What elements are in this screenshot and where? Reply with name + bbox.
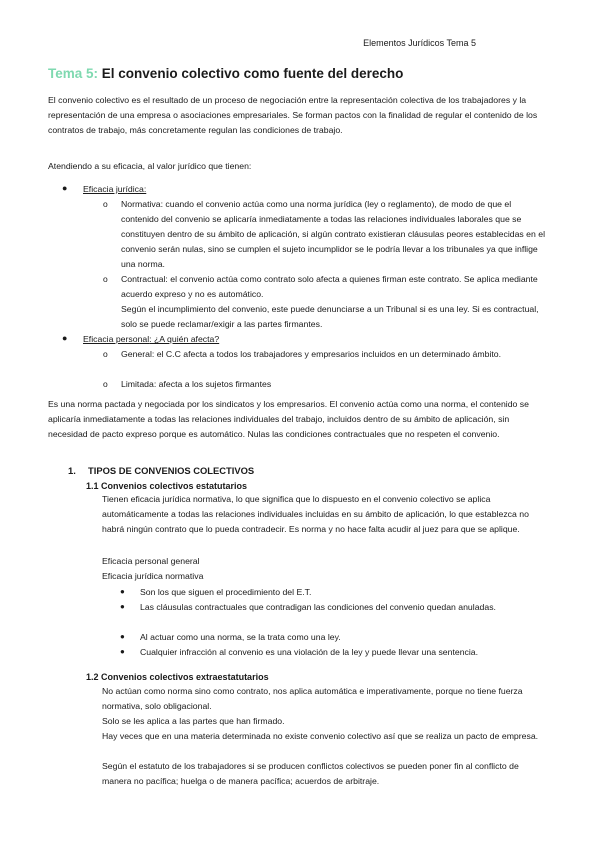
circle-marker: o [103,274,108,284]
bullet-dot: ● [120,647,125,656]
section-heading [68,465,254,476]
list-item [120,630,550,645]
contractual-note [103,302,548,332]
sub-item-text: Contractual: el convenio actúa como contrato solo afecta a quienes firman este contrato. Se aplica mediante acuerdo expreso y no es automático. [121,274,538,299]
list-item [120,645,550,660]
sub-item-contractual [103,272,548,302]
subsection-1-2-text-1: No actúan como norma sino como contrato, nos aplica automática e imperativamente, porque no tiene fuerza normativa, solo obligacional. [102,686,523,712]
bullet-label-wrap [83,332,219,347]
section-number: 1. [68,465,76,476]
eficacia-personal-line: Eficacia personal general [102,556,200,566]
sub-item-general [103,347,548,362]
sub-item-limitada [103,377,548,392]
subsection-heading-1-1: 1.1 Convenios colectivos estatutarios [86,481,248,491]
list-item [120,600,550,615]
bullet-dot: ● [120,587,125,596]
sub-item-text: Limitada: afecta a los sujetos firmantes [121,379,272,389]
norm-paragraph: Es una norma pactada y negociada por los sindicatos y los empresarios. El convenio actúa como una norma, el contenido se aplicaría inmediatamente a todas las relaciones individuales del trabajo, incluidos dentro de su ámbito de aplicación, sin necesidad de pacto expreso porque es automático. Nulas las condiciones contractuales que no respeten el convenio. [48,399,529,440]
sub-item-normativa [103,197,548,272]
bullet-dot: ● [120,602,125,611]
page-header: Elementos Jurídicos Tema 5 [363,38,476,48]
bullet-dot: ● [62,333,68,343]
efficacy-intro: Atendiendo a su eficacia, al valor jurídico que tienen: [48,161,252,171]
sub-item-text: General: el C.C afecta a todos los trabajadores y empresarios incluidos en un determinado ámbito. [121,349,502,359]
list-item-text: Son los que siguen el procedimiento del E.T. [140,587,312,597]
note-text: Según el incumplimiento del convenio, este puede denunciarse a un Tribunal si es una ley. Si es contractual, solo se puede reclamar/exigir a las partes firmantes. [121,304,539,329]
circle-marker: o [103,349,108,359]
section-title: TIPOS DE CONVENIOS COLECTIVOS [88,465,255,476]
bullet-label: Eficacia personal [83,334,150,344]
title-number: Tema 5: [48,66,99,81]
subsection-1-1-text: Tienen eficacia jurídica normativa, lo que significa que lo dispuesto en el convenio colectivo se aplica automáticamente a todas las relaciones individuales incluidas en su ámbito de aplicación, lo que establezca no habrá ningún contrato que lo pueda contradecir. Es norma y no hace falta acudir al juez para que se aplique. [102,494,529,535]
circle-marker: o [103,199,108,209]
bullet-dot: ● [120,632,125,641]
subsection-1-2-text-3: Hay veces que en una materia determinada no existe convenio colectivo así que se realiza un pacto de empresa. [102,731,539,741]
intro-paragraph: El convenio colectivo es el resultado de un proceso de negociación entre la representación colectiva de los trabajadores y la representación de una empresa o asociaciones empresariales. Se forman pactos con la finalidad de regular el contenido de los contratos de trabajo, más concretamente regulan las condiciones de trabajo. [48,95,538,136]
page-title [48,66,403,81]
bullet-dot: ● [62,183,68,193]
bullet-suffix: : ¿A quién afecta? [149,334,220,344]
eficacia-juridica-line: Eficacia jurídica normativa [102,571,204,581]
sub-item-text: Normativa: cuando el convenio actúa como una norma jurídica (ley o reglamento), de modo de que el contenido del convenio se aplicaría inmediatamente a todas las relaciones individuales laborales que se constituyen dentro de su ámbito de aplicación, si algún contrato existieran cláusulas peores establecidas en el convenio serán nulas, sino se cumplen el sujeto incumplidor se le podría llevar a los tribunales ya que inflige una norma. [121,199,546,269]
subsection-heading-1-2: 1.2 Convenios colectivos extraestatutarios [86,672,269,682]
circle-marker: o [103,379,108,389]
list-item-text: Cualquier infracción al convenio es una violación de la ley y puede llevar una sentencia. [140,647,479,657]
subsection-1-2-text-4: Según el estatuto de los trabajadores si se producen conflictos colectivos se pueden poner fin al conflicto de manera no pacífica; huelga o de manera pacífica; acuerdos de arbitraje. [102,761,519,787]
list-item [120,585,550,600]
bullet-label: Eficacia jurídica: [83,184,147,194]
list-item-text: Al actuar como una norma, se la trata como una ley. [140,632,341,642]
title-text: El convenio colectivo como fuente del derecho [101,66,404,81]
subsection-1-2-text-2: Solo se les aplica a las partes que han firmado. [102,716,285,726]
list-item-text: Las cláusulas contractuales que contradigan las condiciones del convenio quedan anuladas. [140,602,496,612]
